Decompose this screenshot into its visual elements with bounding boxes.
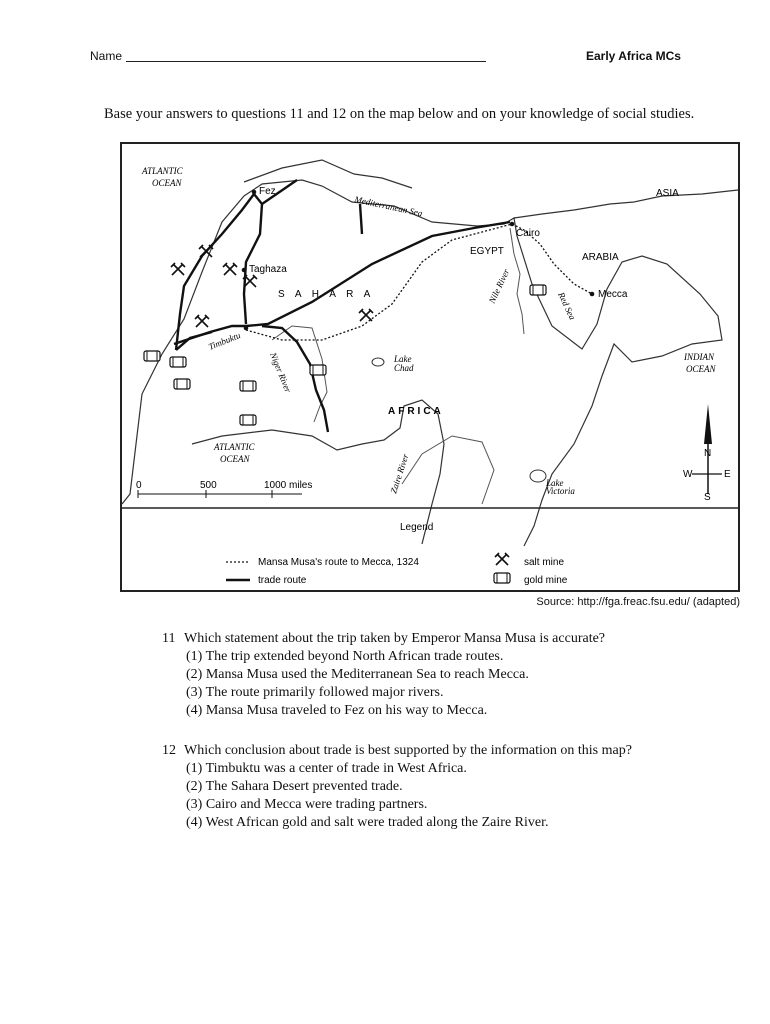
answer-option: (4) Mansa Musa traveled to Fez on his way to Mecca. <box>186 703 488 718</box>
map-figure <box>120 142 740 592</box>
africa-trade-map <box>122 144 738 590</box>
legend-title: Legend <box>400 522 434 533</box>
legend-gold-label: gold mine <box>524 575 568 586</box>
indian-ocean-label-1: INDIAN <box>684 352 714 362</box>
africa-label: AFRICA <box>388 406 444 417</box>
compass-icon <box>683 404 731 503</box>
intro-instructions: Base your answers to questions 11 and 12 on the map below and on your knowledge of social studies. <box>104 106 695 122</box>
gold-mine-icon <box>310 365 326 375</box>
document-title: Early Africa MCs <box>586 49 681 63</box>
scale-zero: 0 <box>136 480 142 491</box>
compass-s: S <box>704 492 711 503</box>
fez-dot <box>252 190 257 195</box>
zaire-river-label: Zaire River <box>388 452 411 495</box>
mecca-label: Mecca <box>598 289 628 300</box>
indian-ocean-label-2: OCEAN <box>686 364 716 374</box>
answer-option: (3) The route primarily followed major rivers. <box>186 685 444 700</box>
salt-mine-icon <box>223 263 237 275</box>
compass-e: E <box>724 469 731 480</box>
scale-500: 500 <box>200 480 217 491</box>
trade-routes <box>174 180 510 432</box>
niger-river-label: Niger River <box>268 351 294 394</box>
gold-mine-icon <box>170 357 186 367</box>
answer-option: (2) The Sahara Desert prevented trade. <box>186 779 403 794</box>
gold-mine-icon <box>240 415 256 425</box>
lake-chad-label-1: Lake <box>394 354 412 364</box>
salt-mine-icon <box>495 553 509 565</box>
gold-mine-icon <box>240 381 256 391</box>
atlantic-ocean-label-bottom-2: OCEAN <box>220 454 250 464</box>
red-sea-label: Red Sea <box>556 290 578 322</box>
scale-1000: 1000 miles <box>264 480 313 491</box>
legend-salt-label: salt mine <box>524 557 565 568</box>
gold-mine-icon <box>530 285 546 295</box>
taghaza-dot <box>242 268 247 273</box>
lake-chad-label-2: Chad <box>394 363 414 373</box>
answer-option: (1) The trip extended beyond North African trade routes. <box>186 649 504 664</box>
question-12 <box>162 742 632 832</box>
name-label: Name <box>90 49 123 63</box>
gold-mine-icon <box>494 573 510 583</box>
answer-option: (3) Cairo and Mecca were trading partners. <box>186 797 428 812</box>
timbuktu-label: Timbuktu <box>207 330 242 352</box>
gold-mine-icon <box>144 351 160 361</box>
asia-label: ASIA <box>656 188 679 199</box>
question-number: 12 <box>162 743 176 758</box>
atlantic-ocean-label-top-2: OCEAN <box>152 178 182 188</box>
sahara-label: S A H A R A <box>278 289 375 300</box>
cairo-dot <box>510 222 515 227</box>
lake-victoria-label-1: Lake <box>546 478 564 488</box>
lake-victoria <box>530 470 546 482</box>
compass-n: N <box>704 448 712 459</box>
gold-mine-icon <box>174 379 190 389</box>
nile-label: Nile River <box>486 267 512 305</box>
coastline <box>122 180 722 546</box>
legend-route-label: Mansa Musa's route to Mecca, 1324 <box>258 557 419 568</box>
salt-mine-icon <box>171 263 185 275</box>
salt-mine-icon <box>359 309 373 321</box>
cairo-label: Cairo <box>516 228 540 239</box>
zaire-river <box>402 436 494 504</box>
compass-w: W <box>683 469 693 480</box>
question-stem: Which conclusion about trade is best supported by the information on this map? <box>184 743 632 758</box>
salt-mine-icon <box>195 315 209 327</box>
nile-river <box>510 228 524 334</box>
mecca-dot <box>590 292 595 297</box>
atlantic-ocean-label-top: ATLANTIC <box>142 166 183 176</box>
answer-option: (2) Mansa Musa used the Mediterranean Sea to reach Mecca. <box>186 667 529 682</box>
question-stem: Which statement about the trip taken by Emperor Mansa Musa is accurate? <box>184 631 606 646</box>
mediterranean-label: Mediterranean Sea <box>353 194 424 219</box>
atlantic-ocean-label-bottom-1: ATLANTIC <box>214 442 255 452</box>
arabia-label: ARABIA <box>582 252 619 263</box>
question-number: 11 <box>162 631 176 646</box>
answer-option: (4) West African gold and salt were traded along the Zaire River. <box>186 815 549 830</box>
fez-label: Fez <box>259 186 276 197</box>
map-source: Source: http://fga.freac.fsu.edu/ (adapted) <box>536 596 740 608</box>
egypt-label: EGYPT <box>470 246 504 257</box>
arabia-coast <box>514 190 738 218</box>
taghaza-label: Taghaza <box>249 264 287 275</box>
answer-option: (1) Timbuktu was a center of trade in West Africa. <box>186 761 467 776</box>
lake-chad <box>372 358 384 366</box>
timbuktu-dot <box>244 326 249 331</box>
question-11 <box>162 630 605 720</box>
lake-victoria-label-2: Victoria <box>546 486 575 496</box>
legend-trade-label: trade route <box>258 575 307 586</box>
scale-bar <box>136 480 312 498</box>
name-line <box>126 61 486 62</box>
